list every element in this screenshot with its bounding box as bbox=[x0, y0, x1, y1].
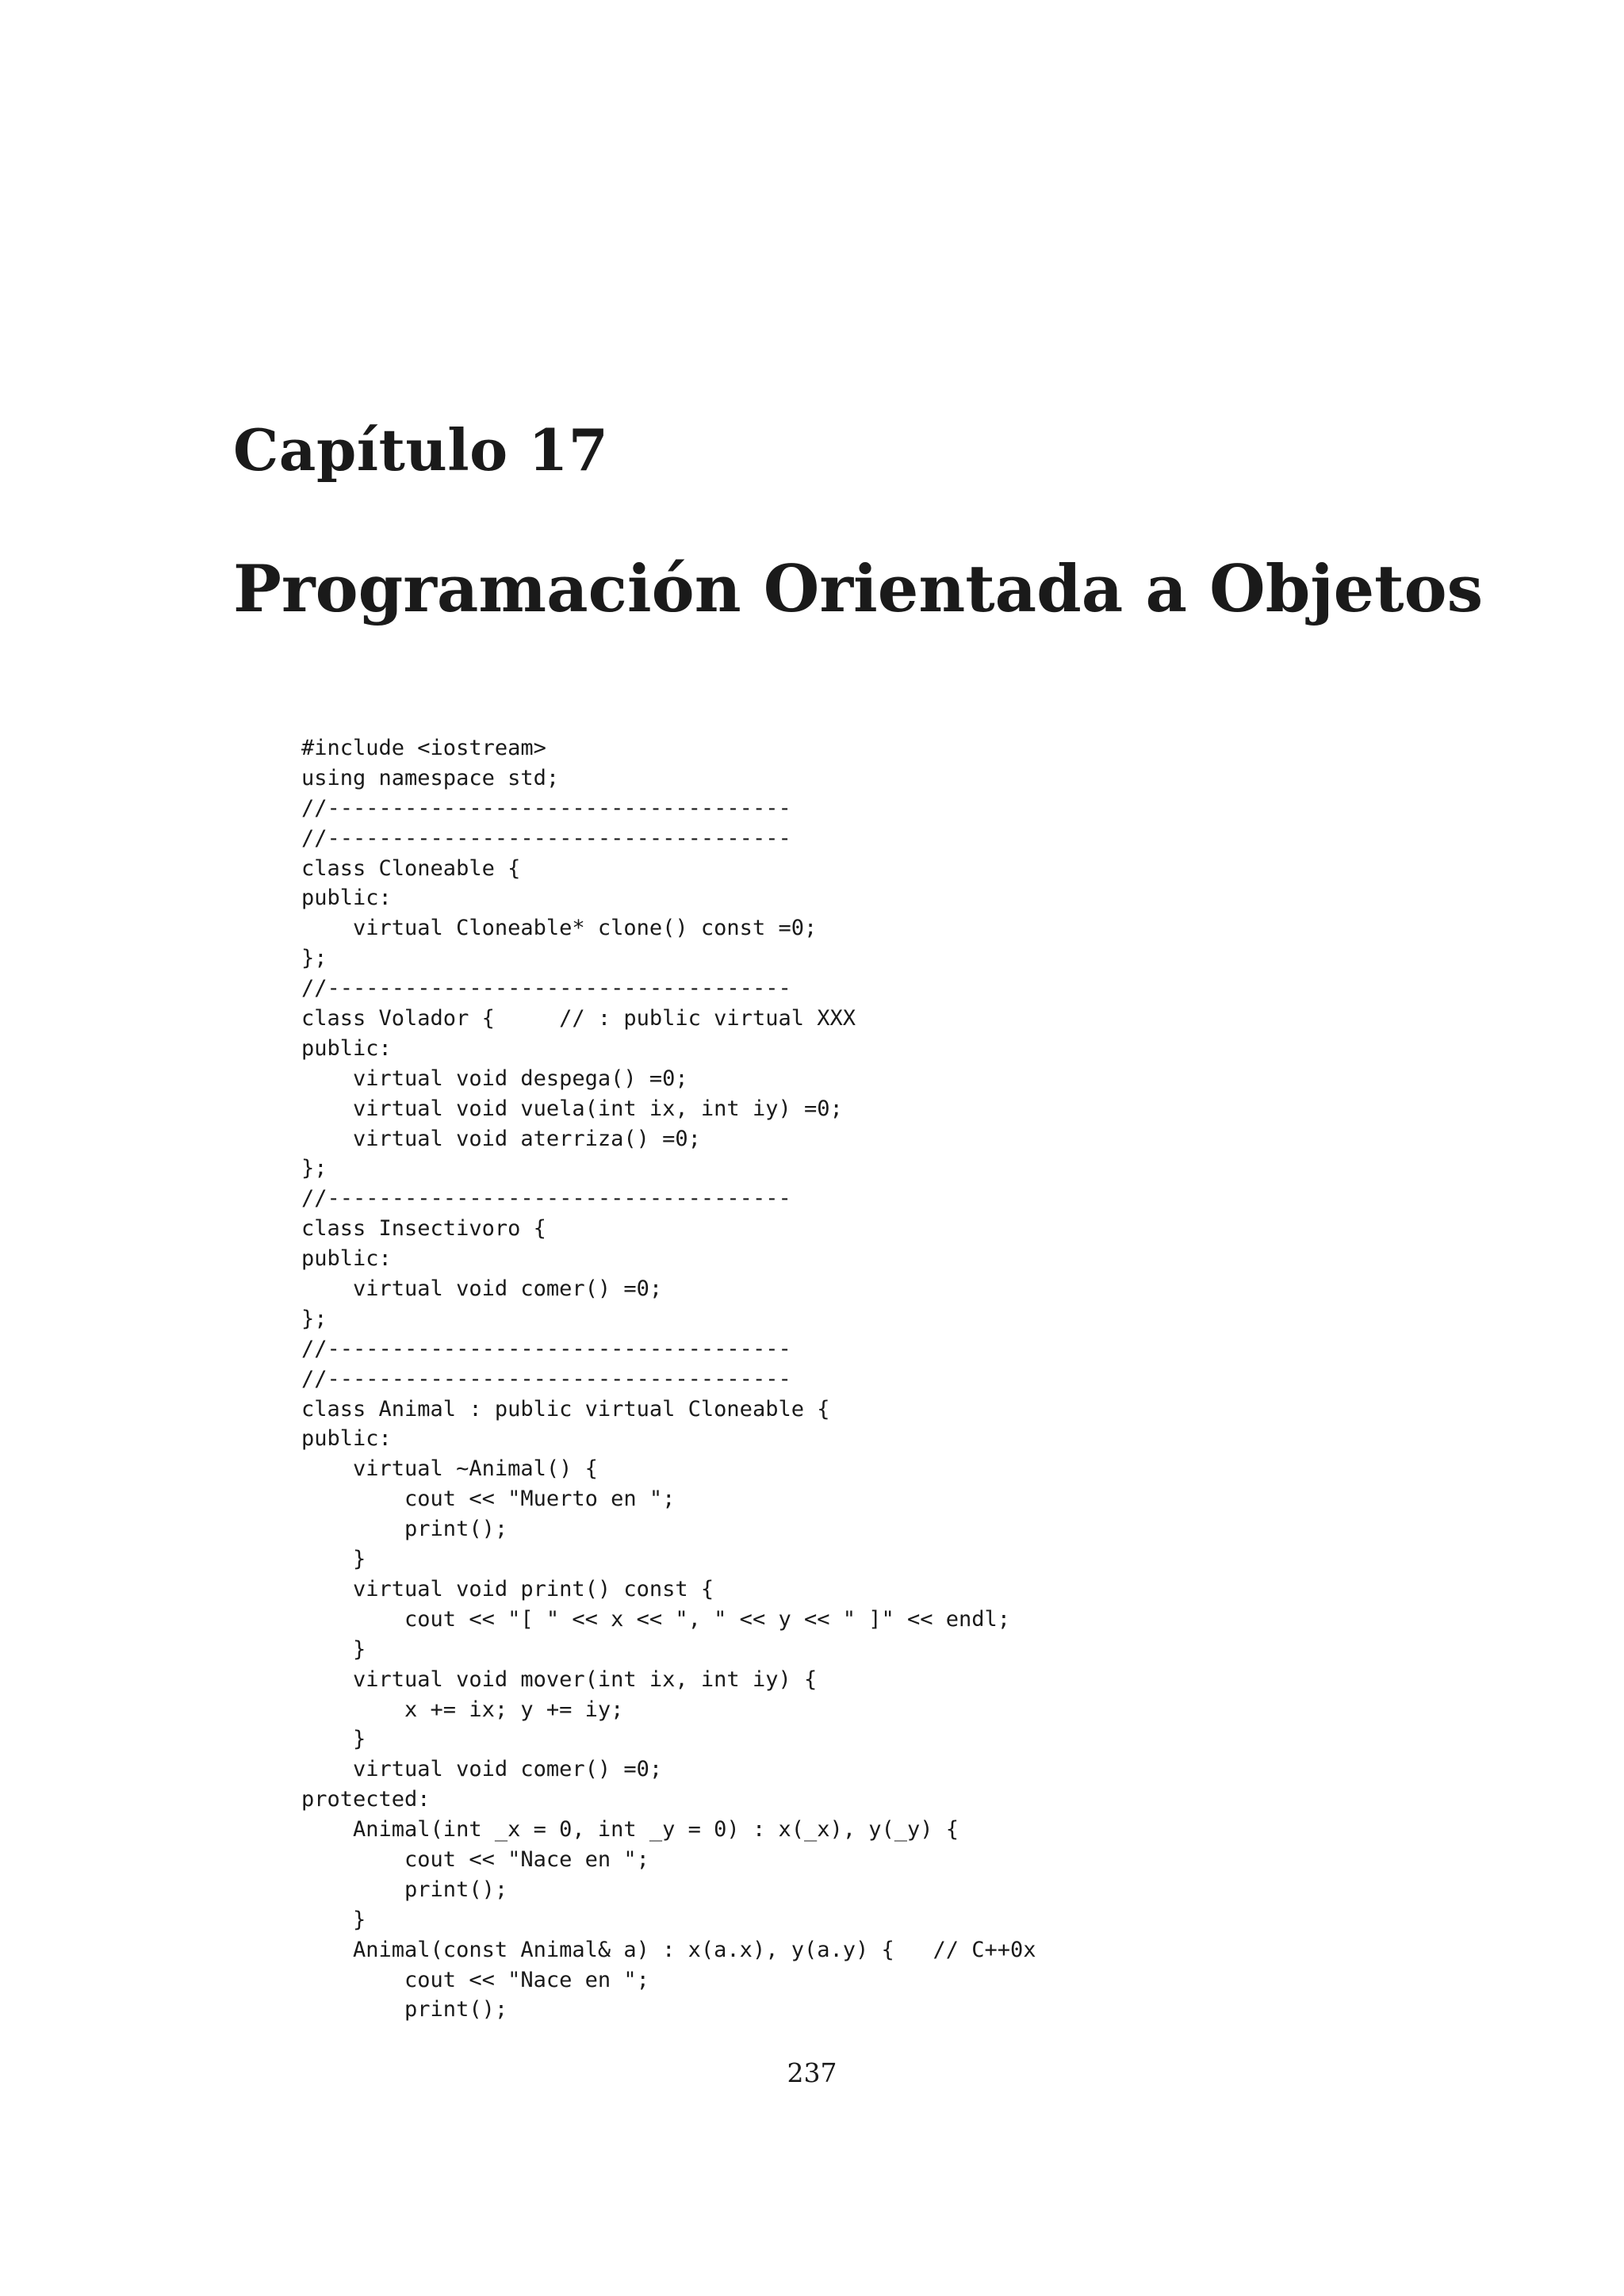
code-line: }; bbox=[301, 1156, 327, 1181]
code-line: } bbox=[301, 1727, 366, 1752]
code-line: } bbox=[301, 1907, 366, 1932]
chapter-label: Capítulo 17 bbox=[233, 416, 609, 484]
code-line: } bbox=[301, 1636, 366, 1662]
code-line: //------------------------------------ bbox=[301, 795, 791, 821]
code-line: //------------------------------------ bbox=[301, 1336, 791, 1361]
code-line: virtual void vuela(int ix, int iy) =0; bbox=[301, 1096, 843, 1121]
code-line: cout << "Nace en "; bbox=[301, 1846, 649, 1872]
code-line: print(); bbox=[301, 1997, 508, 2022]
code-line: virtual void print() const { bbox=[301, 1576, 714, 1601]
code-line: class Animal : public virtual Cloneable { bbox=[301, 1396, 830, 1422]
code-line: virtual void aterriza() =0; bbox=[301, 1126, 701, 1151]
code-line: public: bbox=[301, 1246, 392, 1272]
code-listing bbox=[301, 733, 1036, 2025]
code-line: virtual Cloneable* clone() const =0; bbox=[301, 916, 818, 941]
code-line: public: bbox=[301, 886, 392, 911]
code-line: class Insectivoro { bbox=[301, 1216, 546, 1242]
code-line: #include <iostream> bbox=[301, 736, 546, 760]
code-line: cout << "Nace en "; bbox=[301, 1967, 649, 1992]
code-line: using namespace std; bbox=[301, 765, 560, 790]
code-line: //------------------------------------ bbox=[301, 1366, 791, 1391]
code-line: public: bbox=[301, 1426, 392, 1452]
code-line: virtual void despega() =0; bbox=[301, 1066, 688, 1091]
code-line: cout << "Muerto en "; bbox=[301, 1487, 676, 1512]
code-line: public: bbox=[301, 1035, 392, 1061]
code-line: cout << "[ " << x << ", " << y << " ]" << endl; bbox=[301, 1606, 1011, 1632]
code-line: }; bbox=[301, 1306, 327, 1331]
code-line: Animal(const Animal& a) : x(a.x), y(a.y) { // C++0x bbox=[301, 1937, 1036, 1962]
code-line: } bbox=[301, 1547, 366, 1572]
code-line: virtual void comer() =0; bbox=[301, 1276, 663, 1302]
code-line: virtual void mover(int ix, int iy) { bbox=[301, 1667, 818, 1692]
code-line: }; bbox=[301, 946, 327, 971]
code-line: print(); bbox=[301, 1517, 508, 1542]
code-line: virtual ~Animal() { bbox=[301, 1456, 598, 1482]
code-line: virtual void comer() =0; bbox=[301, 1757, 663, 1782]
page-number: 237 bbox=[787, 2057, 837, 2088]
chapter-title: Programación Orientada a Objetos bbox=[233, 552, 1484, 627]
code-line: Animal(int _x = 0, int _y = 0) : x(_x), y(_y) { bbox=[301, 1817, 959, 1843]
code-line: x += ix; y += iy; bbox=[301, 1697, 624, 1722]
code-line: //------------------------------------ bbox=[301, 1186, 791, 1211]
code-line: //------------------------------------ bbox=[301, 976, 791, 1001]
code-line: class Cloneable { bbox=[301, 855, 521, 881]
code-line: print(); bbox=[301, 1877, 508, 1902]
code-line: //------------------------------------ bbox=[301, 825, 791, 851]
code-line: protected: bbox=[301, 1787, 431, 1812]
code-line: class Volador { // : public virtual XXX bbox=[301, 1006, 856, 1031]
